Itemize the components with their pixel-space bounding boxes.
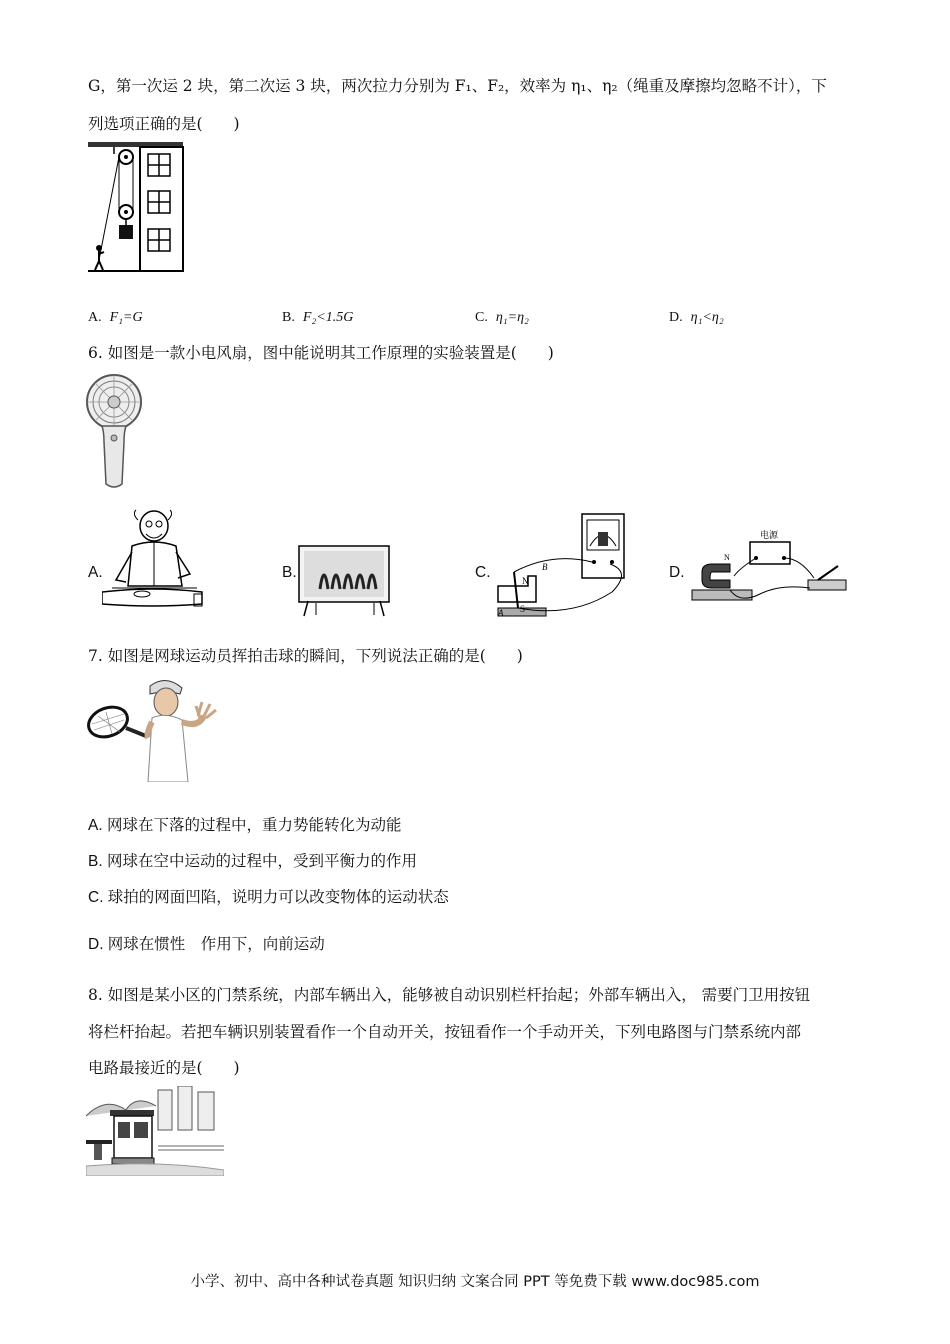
figure-c-induction xyxy=(492,512,640,620)
small-fan-figure xyxy=(86,372,146,492)
q5-option-d: D. η₁<η₂ xyxy=(669,310,724,325)
figure-c-a-label: A xyxy=(498,608,504,618)
q8-stem-line3: 电路最接近的是( ) xyxy=(88,1059,240,1077)
figure-c-n-label: N xyxy=(522,576,529,586)
figure-d-power-label: 电源 xyxy=(760,531,779,541)
figure-d-n-label: N xyxy=(724,553,730,562)
page-footer: 小学、初中、高中各种试卷真题 知识归纳 文案合同 PPT 等免费下载 www.doc985.com xyxy=(190,1274,760,1290)
q6-option-a-label: A. xyxy=(88,564,103,581)
q5-option-b: B. F₂<1.5G xyxy=(282,310,354,325)
q6-stem: 6. 如图是一款小电风扇，图中能说明其工作原理的实验装置是( ) xyxy=(88,344,554,362)
q5-stem-line1: G，第一次运 2 块，第二次运 3 块，两次拉力分别为 F₁、F₂，效率为 η₁、η₂（绳重及摩擦均忽略不计），下 xyxy=(88,77,827,95)
figure-c-s-label: S xyxy=(520,604,526,614)
q8-stem-line2: 将栏杆抬起。若把车辆识别装置看作一个自动开关，按钮看作一个手动开关，下列电路图与门禁系统内部 xyxy=(88,1023,802,1041)
q7-option-b: B. 网球在空中运动的过程中，受到平衡力的作用 xyxy=(88,853,417,870)
q7-option-d: D. 网球在惯性 作用下，向前运动 xyxy=(88,936,325,953)
figure-a-scientist xyxy=(102,508,212,616)
q7-option-c: C. 球拍的网面凹陷，说明力可以改变物体的运动状态 xyxy=(88,889,449,906)
q7-stem: 7. 如图是网球运动员挥拍击球的瞬间，下列说法正确的是( ) xyxy=(88,647,523,665)
figure-d-motor-circuit xyxy=(690,528,850,604)
gate-booth-figure xyxy=(86,1086,224,1176)
q5-option-a: A. F₁=G xyxy=(88,310,143,325)
figure-b-coil-filings xyxy=(298,545,390,617)
q8-stem-line1: 8. 如图是某小区的门禁系统，内部车辆出入，能够被自动识别栏杆抬起；外部车辆出入， 需要门卫用按钮 xyxy=(88,986,811,1004)
q7-option-a: A. 网球在下落的过程中，重力势能转化为动能 xyxy=(88,817,402,834)
tennis-player-figure xyxy=(86,676,220,782)
pulley-building-figure xyxy=(86,140,186,275)
q6-option-b-label: B. xyxy=(282,564,297,581)
q6-option-d-label: D. xyxy=(669,564,685,581)
q5-option-c: C. η₁=η₂ xyxy=(475,310,529,325)
q6-option-c-label: C. xyxy=(475,564,491,581)
q5-stem-line2: 列选项正确的是( ) xyxy=(88,115,240,133)
figure-c-b-label: B xyxy=(542,562,548,572)
